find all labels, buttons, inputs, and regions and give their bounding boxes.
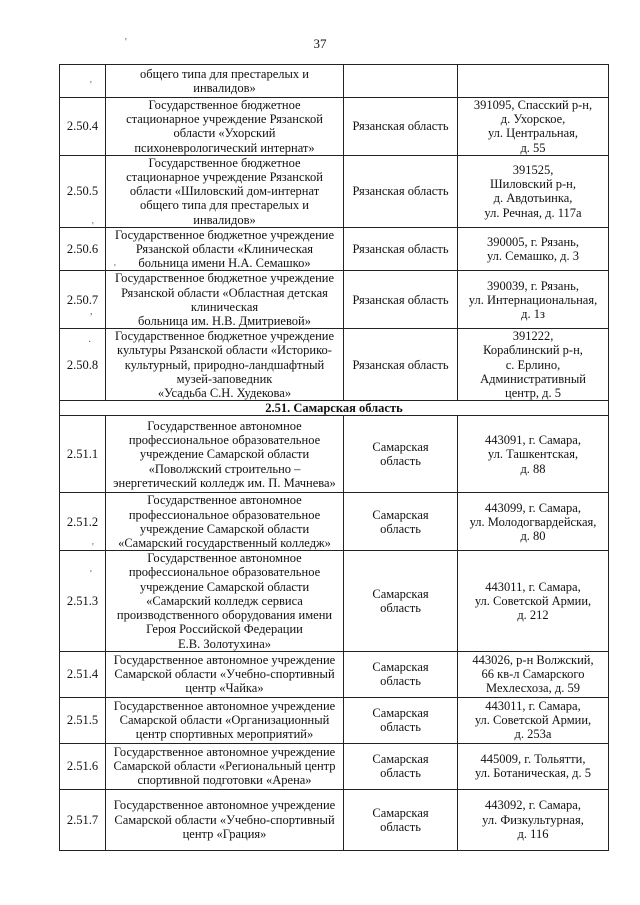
region-cell — [344, 493, 458, 551]
row-number: 2.51.6 — [60, 743, 106, 789]
table-row — [60, 155, 609, 227]
row-number: 2.50.5 — [60, 155, 106, 227]
address-cell-line: центр, д. 5 — [505, 386, 561, 401]
address-cell-line: 390039, г. Рязань, — [487, 278, 579, 293]
address-cell-line: 443092, г. Самара, — [485, 798, 581, 813]
institution-name-line: культурный, природно-ландшафтный — [124, 357, 325, 372]
institution-name — [106, 551, 344, 651]
region-cell-line: Рязанская область — [352, 184, 449, 199]
address-cell-line: д. 80 — [520, 528, 546, 543]
region-cell-line: Самарская — [372, 752, 429, 766]
institution-name-line: спортивной подготовки «Арена» — [137, 773, 312, 788]
address-cell-line: 443026, р-н Волжский, — [472, 652, 594, 667]
address-cell-line: ул. Молодогвардейская, — [469, 514, 597, 529]
address-cell-line: 66 кв-л Самарского — [481, 667, 585, 682]
institution-name-line: центр спортивных мероприятий» — [135, 727, 314, 742]
registry-table — [59, 64, 609, 851]
row-number: 2.50.8 — [60, 329, 106, 401]
institution-name-line: области «Шиловский дом-интернат — [129, 184, 320, 199]
address-cell — [458, 65, 609, 98]
row-number: 2.51.5 — [60, 697, 106, 743]
address-cell — [458, 789, 609, 850]
address-cell-line: Административный — [480, 371, 586, 386]
region-cell-line: область — [380, 521, 421, 536]
table-row — [60, 551, 609, 651]
institution-name — [106, 98, 344, 156]
table-row — [60, 227, 609, 271]
row-number: 2.51.4 — [60, 651, 106, 697]
table-row — [60, 416, 609, 493]
institution-name-line: больница им. Н.В. Дмитриевой» — [138, 314, 311, 329]
table-row — [60, 789, 609, 850]
address-cell-line: 443099, г. Самара, — [485, 500, 581, 515]
institution-name-line: учреждение Самарской области — [139, 447, 310, 462]
institution-name — [106, 493, 344, 551]
address-cell-line: д. Авдотьинка, — [493, 191, 573, 206]
address-cell — [458, 271, 609, 329]
region-cell-line: Самарская — [372, 586, 429, 601]
institution-name-line: Государственное бюджетное учреждение — [114, 271, 334, 286]
scan-mark: ' — [125, 37, 127, 48]
table-row — [60, 697, 609, 743]
address-cell-line: 391222, — [512, 329, 554, 344]
row-number: 2.50.6 — [60, 227, 106, 271]
table-row — [60, 329, 609, 401]
region-cell-line: область — [380, 674, 421, 689]
address-cell-line: 443011, г. Самара, — [485, 698, 581, 713]
address-cell-line: 443091, г. Самара, — [485, 433, 581, 448]
region-cell-line: Рязанская область — [352, 292, 449, 307]
region-cell — [344, 227, 458, 271]
page-number: 37 — [313, 36, 327, 51]
institution-name-line: общего типа для престарелых и — [140, 198, 309, 213]
institution-name-line: Государственное автономное — [147, 418, 302, 433]
institution-name-line: Государственное автономное учреждение — [113, 744, 336, 759]
row-number — [60, 65, 106, 98]
address-cell-line: д. 116 — [517, 826, 549, 841]
region-cell-line: Рязанская область — [352, 242, 449, 257]
scan-mark: · — [88, 337, 92, 348]
address-cell-line: Шиловский р-н, — [490, 177, 576, 192]
institution-name — [106, 651, 344, 697]
region-cell-line: Самарская — [372, 660, 429, 674]
row-number: 2.50.7 — [60, 271, 106, 329]
institution-name-line: Рязанской области «Клиническая — [135, 242, 314, 257]
institution-name-line: Самарской области «Учебно-спортивный — [114, 667, 335, 682]
row-number: 2.51.2 — [60, 493, 106, 551]
address-cell — [458, 98, 609, 156]
institution-name-line: Государственное автономное учреждение — [113, 798, 336, 813]
address-cell-line: ул. Интернациональная, — [468, 292, 598, 307]
institution-name-line: Государственное бюджетное — [148, 98, 301, 112]
institution-name — [106, 789, 344, 850]
institution-name-line: «Самарский государственный колледж» — [118, 536, 331, 551]
row-number: 2.51.1 — [60, 416, 106, 493]
table-row — [60, 493, 609, 551]
institution-name-line: профессиональное образовательное — [128, 507, 321, 522]
region-cell — [344, 65, 458, 98]
address-cell-line: ул. Ташкентская, — [487, 447, 579, 462]
institution-name-line: центр «Чайка» — [185, 681, 264, 696]
address-cell-line: ул. Ботаническая, д. 5 — [475, 766, 591, 781]
region-cell — [344, 155, 458, 227]
region-cell — [344, 329, 458, 401]
institution-name — [106, 271, 344, 329]
address-cell-line: д. Ухорское, — [500, 112, 566, 127]
row-number: 2.51.7 — [60, 789, 106, 850]
address-cell-line: ул. Физкультурная, — [482, 812, 584, 827]
institution-name-line: «Поволжский строительно – — [148, 461, 301, 476]
section-title: 2.51. Самарская область — [60, 401, 609, 416]
institution-name-line: Героя Российской Федерации — [146, 622, 303, 637]
institution-name-line: учреждение Самарской области — [139, 579, 310, 594]
address-cell-line: д. 253а — [514, 727, 552, 742]
institution-name-line: профессиональное образовательное — [128, 565, 321, 580]
institution-name-line: музей-заповедник — [176, 371, 273, 386]
institution-name — [106, 227, 344, 271]
address-cell-line: 391095, Спасский р-н, — [473, 98, 593, 112]
region-cell — [344, 789, 458, 850]
table-row — [60, 271, 609, 329]
institution-name — [106, 416, 344, 493]
institution-name-line: стационарное учреждение Рязанской — [126, 112, 323, 127]
institution-name-line: Самарской области «Организационный — [119, 713, 330, 728]
region-cell-line: область — [380, 600, 421, 615]
institution-name — [106, 155, 344, 227]
table-row — [60, 743, 609, 789]
institution-name-line: Е.В. Золотухина» — [178, 636, 271, 651]
region-cell-line: Самарская — [372, 805, 429, 820]
region-cell — [344, 551, 458, 651]
region-cell — [344, 271, 458, 329]
region-cell-line: Самарская — [372, 440, 429, 455]
institution-name-line: производственного оборудования имени — [116, 608, 333, 623]
address-cell-line: Мехлесхоза, д. 59 — [486, 681, 580, 696]
scan-mark: ' — [90, 80, 92, 91]
scan-mark: ' — [92, 542, 94, 553]
scan-mark: , — [90, 306, 93, 317]
scan-mark: ' — [92, 221, 94, 232]
region-cell — [344, 98, 458, 156]
region-cell-line: Рязанская область — [352, 119, 449, 134]
row-number: 2.50.4 — [60, 98, 106, 156]
address-cell — [458, 227, 609, 271]
address-cell-line: д. 88 — [520, 461, 546, 476]
institution-name — [106, 329, 344, 401]
table-row — [60, 651, 609, 697]
region-cell-line: Самарская — [372, 507, 429, 522]
region-cell — [344, 697, 458, 743]
institution-name-line: энергетический колледж им. П. Мачнева» — [113, 475, 336, 490]
institution-name-line: клиническая — [190, 299, 259, 314]
institution-name-line: Государственное бюджетное — [148, 155, 301, 170]
address-cell — [458, 493, 609, 551]
region-cell-line: область — [380, 819, 421, 834]
institution-name — [106, 697, 344, 743]
row-number: 2.51.3 — [60, 551, 106, 651]
address-cell-line: 391525, — [512, 162, 554, 177]
institution-name-line: Государственное автономное учреждение — [113, 698, 336, 713]
institution-name-line: «Самарский колледж сервиса — [146, 593, 303, 608]
region-cell — [344, 651, 458, 697]
institution-name-line: Государственное бюджетное учреждение — [114, 227, 334, 242]
institution-name-line: Государственное бюджетное учреждение — [114, 329, 334, 344]
institution-name-line: психоневрологический интернат» — [134, 140, 315, 155]
region-cell-line: область — [380, 720, 421, 735]
institution-name-line: больница имени Н.А. Семашко» — [138, 256, 311, 271]
table-row — [60, 65, 609, 98]
institution-name-line: инвалидов» — [193, 212, 256, 227]
region-cell — [344, 743, 458, 789]
address-cell — [458, 416, 609, 493]
address-cell-line: д. 212 — [517, 608, 549, 623]
address-cell-line: Кораблинский р-н, — [483, 343, 583, 358]
address-cell — [458, 155, 609, 227]
address-cell — [458, 329, 609, 401]
section-header-row — [60, 401, 609, 416]
scan-mark: ' — [114, 263, 116, 274]
address-cell-line: ул. Центральная, — [487, 126, 579, 141]
institution-name-line: Самарской области «Региональный центр — [113, 759, 336, 774]
institution-name-line: инвалидов» — [193, 81, 256, 95]
institution-name-line: центр «Грация» — [182, 826, 267, 841]
address-cell-line: 445009, г. Тольятти, — [480, 752, 586, 766]
address-cell-line: 390005, г. Рязань, — [487, 234, 579, 249]
institution-name — [106, 743, 344, 789]
address-cell-line: ул. Семашко, д. 3 — [486, 249, 580, 264]
institution-name-line: Государственное автономное — [147, 551, 302, 566]
address-cell-line: д. 55 — [520, 140, 546, 155]
address-cell — [458, 697, 609, 743]
region-cell-line: область — [380, 454, 421, 469]
institution-name-line: профессиональное образовательное — [128, 433, 321, 448]
institution-name — [106, 65, 344, 98]
region-cell — [344, 416, 458, 493]
address-cell-line: д. 1з — [521, 306, 545, 321]
institution-name-line: Самарской области «Учебно-спортивный — [114, 812, 335, 827]
institution-name-line: учреждение Самарской области — [139, 521, 310, 536]
region-cell-line: область — [380, 766, 421, 781]
address-cell-line: ул. Речная, д. 117а — [484, 205, 582, 220]
table-row — [60, 98, 609, 156]
region-cell-line: Рязанская область — [352, 357, 449, 372]
institution-name-line: Государственное автономное — [147, 493, 302, 508]
institution-name-line: Рязанской области «Областная детская — [121, 285, 328, 300]
institution-name-line: «Усадьба С.Н. Худекова» — [157, 386, 292, 401]
institution-name-line: области «Ухорский — [173, 126, 276, 141]
scan-mark: ' — [90, 569, 92, 580]
address-cell-line: 443011, г. Самара, — [485, 579, 581, 594]
region-cell-line: Самарская — [372, 706, 429, 720]
registry-table-body — [60, 65, 609, 851]
address-cell-line: с. Ерлино, — [505, 357, 561, 372]
institution-name-line: Государственное автономное учреждение — [113, 652, 336, 667]
address-cell — [458, 651, 609, 697]
address-cell-line: ул. Советской Армии, — [474, 593, 592, 608]
address-cell-line: ул. Советской Армии, — [474, 713, 592, 728]
address-cell — [458, 551, 609, 651]
institution-name-line: культуры Рязанской области «Историко- — [117, 343, 332, 358]
institution-name-line: общего типа для престарелых и — [140, 66, 309, 81]
institution-name-line: стационарное учреждение Рязанской — [126, 170, 323, 185]
address-cell — [458, 743, 609, 789]
